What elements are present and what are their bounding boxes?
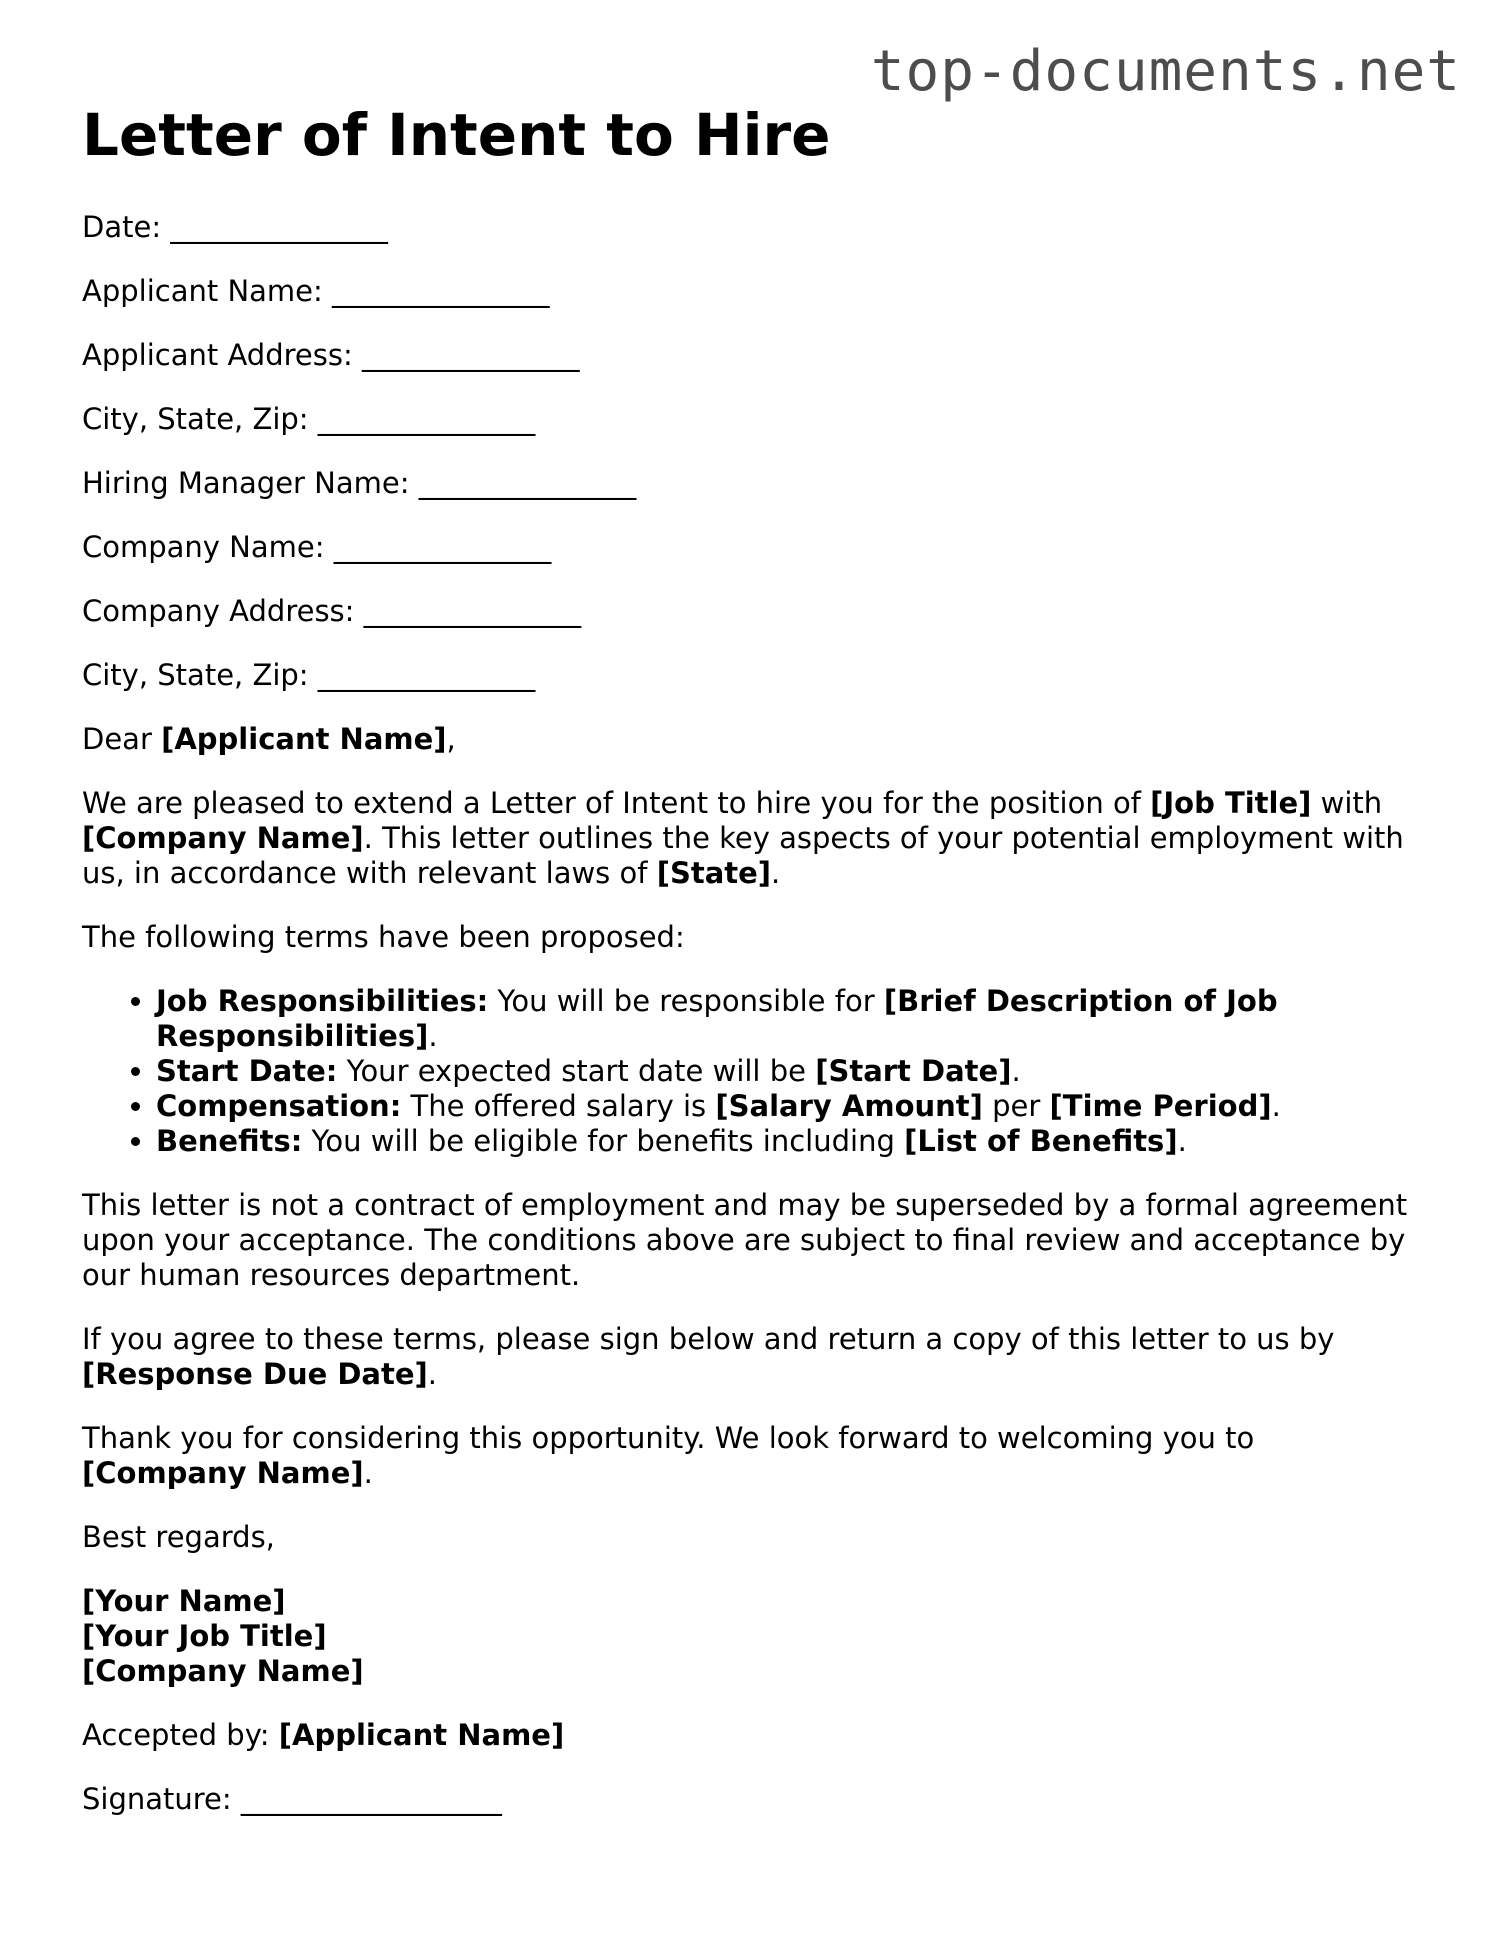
signature-label: Signature: <box>82 1782 232 1816</box>
field-blank: _______________ <box>418 466 637 500</box>
signature-blank: __________________ <box>240 1782 502 1816</box>
terms-intro: The following terms have been proposed: <box>82 920 685 954</box>
field-label: City, State, Zip: <box>82 658 309 692</box>
terms-list <box>82 984 1422 1159</box>
agree-text: If you agree to these terms, please sign below and return a copy of this letter to us by <box>82 1322 1335 1356</box>
salutation-prefix: Dear <box>82 722 152 756</box>
applicant-name-placeholder: [Applicant Name] <box>278 1718 565 1752</box>
company-name-placeholder: [Company Name] <box>82 1456 364 1490</box>
agree-paragraph <box>82 1322 1422 1392</box>
term-compensation <box>156 1089 1422 1124</box>
field-blank: _______________ <box>170 210 388 244</box>
job-title-placeholder: [Job Title] <box>1150 786 1312 820</box>
field-blank: _______________ <box>317 658 536 692</box>
signer-company: [Company Name] <box>82 1654 364 1688</box>
document-title: Letter of Intent to Hire <box>82 101 831 169</box>
field-blank: _______________ <box>363 594 582 628</box>
term-placeholder: [Brief Description of Job Responsibilities] <box>156 984 1278 1053</box>
term-end: . <box>1011 1054 1021 1088</box>
field-label: Applicant Address: <box>82 338 353 372</box>
term-end: . <box>1177 1124 1187 1158</box>
intro-text: We are pleased to extend a Letter of Intent to hire you for the position of <box>82 786 1141 820</box>
field-label: Applicant Name: <box>82 274 323 308</box>
signer-title: [Your Job Title] <box>82 1619 327 1653</box>
accepted-by <box>82 1718 1422 1753</box>
field-blank: _______________ <box>333 530 552 564</box>
term-benefits <box>156 1124 1422 1159</box>
intro-text: with <box>1320 786 1383 820</box>
term-text: You will be eligible for benefits including <box>311 1124 895 1158</box>
term-start-date <box>156 1054 1422 1089</box>
thanks-text: Thank you for considering this opportunity. We look forward to welcoming you to <box>82 1421 1255 1455</box>
term-placeholder: [Start Date] <box>815 1054 1012 1088</box>
term-text: per <box>992 1089 1041 1123</box>
thanks-paragraph <box>82 1421 1422 1491</box>
signer-name: [Your Name] <box>82 1584 286 1618</box>
signature-line <box>82 1782 1422 1817</box>
field-label: Company Address: <box>82 594 355 628</box>
date-field <box>82 210 1422 245</box>
intro-text: . This letter outlines the key aspects of your potential employment with us, in accordance with relevant laws of <box>82 821 1404 890</box>
term-text: The offered salary is <box>410 1089 707 1123</box>
applicant-name-placeholder: [Applicant Name] <box>161 722 447 756</box>
term-label: Job Responsibilities: <box>156 984 489 1018</box>
term-end: . <box>1271 1089 1281 1123</box>
field-label: Company Name: <box>82 530 325 564</box>
company-city-state-zip-field <box>82 658 1422 693</box>
salutation-suffix: , <box>446 722 456 756</box>
term-end: . <box>428 1019 438 1053</box>
field-label: Hiring Manager Name: <box>82 466 410 500</box>
accepted-label: Accepted by: <box>82 1718 270 1752</box>
state-placeholder: [State] <box>656 856 772 890</box>
field-label: City, State, Zip: <box>82 402 309 436</box>
field-blank: _______________ <box>317 402 536 436</box>
term-text: Your expected start date will be <box>346 1054 806 1088</box>
term-placeholder: [Time Period] <box>1049 1089 1272 1123</box>
term-label: Start Date: <box>156 1054 338 1088</box>
document-page <box>82 100 1422 1846</box>
hiring-manager-name-field <box>82 466 1422 501</box>
company-name-placeholder: [Company Name] <box>82 821 364 855</box>
intro-text: . <box>771 856 781 890</box>
term-placeholder: [Salary Amount] <box>715 1089 983 1123</box>
applicant-address-field <box>82 338 1422 373</box>
agree-end: . <box>427 1357 437 1391</box>
disclaimer-paragraph: This letter is not a contract of employment and may be superseded by a formal agreement upon your acceptance. The conditions above are subject to final review and acceptance by our human resources department. <box>82 1188 1408 1292</box>
signer-block <box>82 1584 1422 1689</box>
intro-paragraph <box>82 786 1422 891</box>
thanks-end: . <box>363 1456 373 1490</box>
term-job-responsibilities <box>156 984 1422 1054</box>
field-blank: _______________ <box>332 274 550 308</box>
term-text: You will be responsible for <box>497 984 875 1018</box>
term-label: Compensation: <box>156 1089 402 1123</box>
closing: Best regards, <box>82 1520 275 1554</box>
term-label: Benefits: <box>156 1124 303 1158</box>
company-name-field <box>82 530 1422 565</box>
watermark: top-documents.net <box>870 39 1461 104</box>
applicant-name-field <box>82 274 1422 309</box>
company-address-field <box>82 594 1422 629</box>
term-placeholder: [List of Benefits] <box>904 1124 1178 1158</box>
applicant-city-state-zip-field <box>82 402 1422 437</box>
response-due-date-placeholder: [Response Due Date] <box>82 1357 428 1391</box>
salutation <box>82 722 1422 757</box>
field-blank: _______________ <box>361 338 580 372</box>
field-label: Date: <box>82 210 162 244</box>
